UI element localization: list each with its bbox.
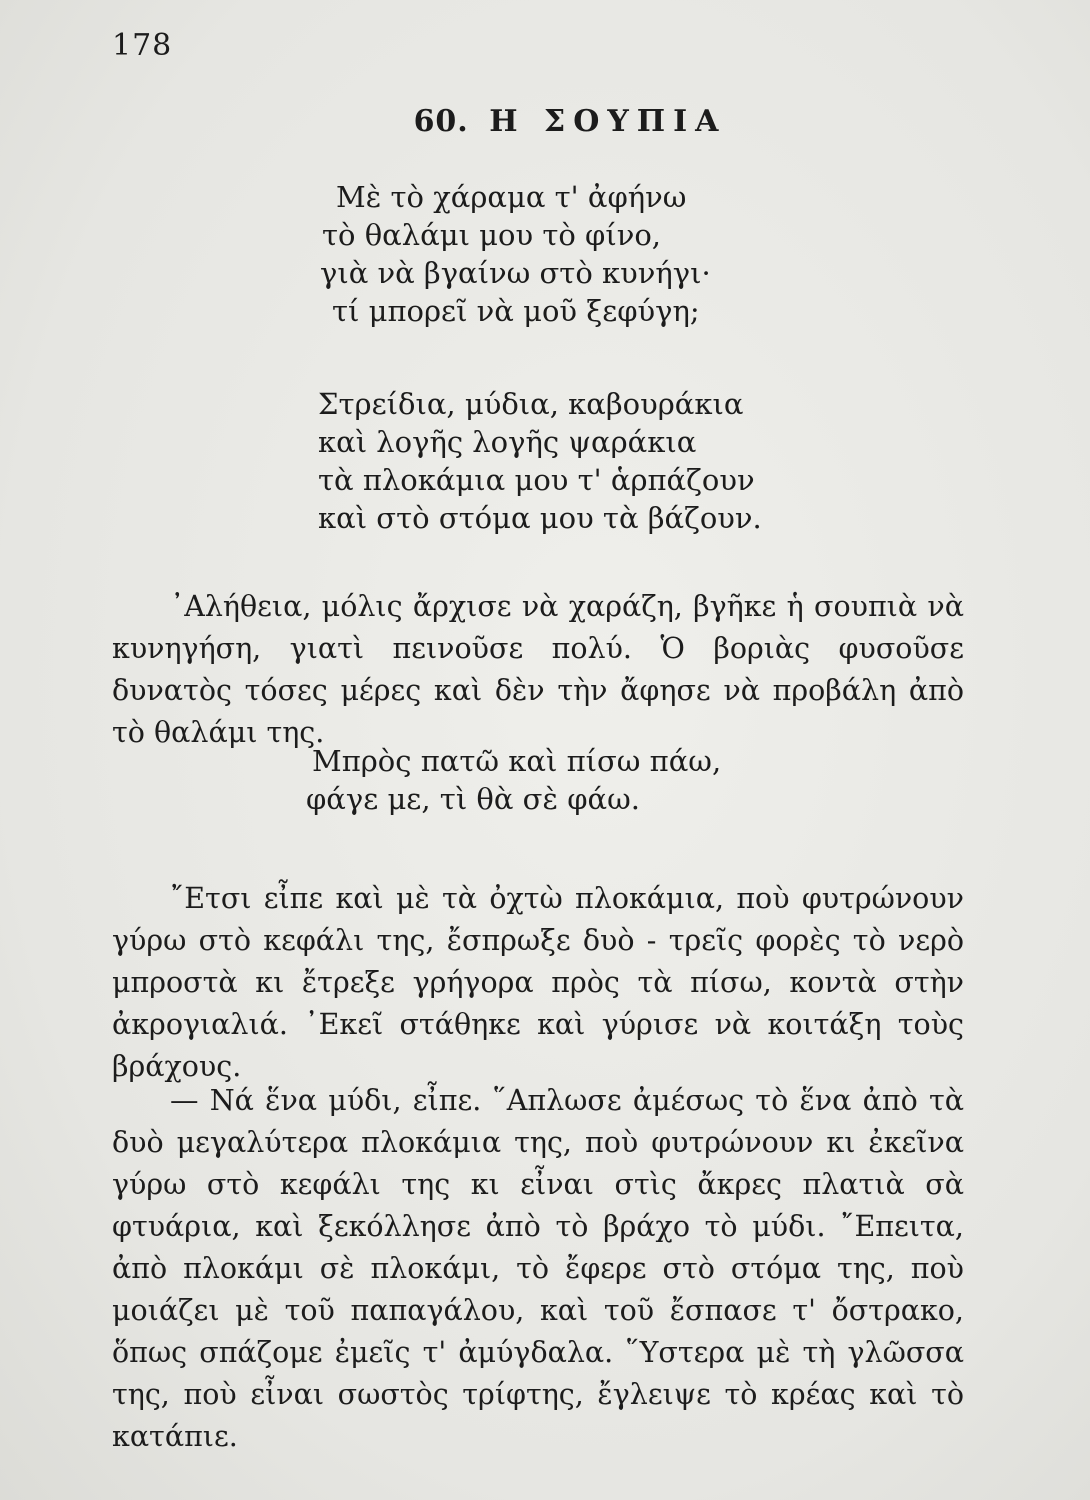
paragraph-1 xyxy=(112,586,964,754)
page-number: 178 xyxy=(112,28,173,63)
chapter-title xyxy=(0,104,1090,139)
verse-line: Στρείδια, μύδια, καβουράκια xyxy=(318,387,744,421)
verse-line: καὶ λογῆς λογῆς ψαράκια xyxy=(318,425,697,459)
verse-line: τί μπορεῖ νὰ μοῦ ξεφύγη; xyxy=(332,294,700,328)
verse-line: Μπρὸς πατῶ καὶ πίσω πάω, xyxy=(312,744,722,778)
verse-line: καὶ στὸ στόμα μου τὰ βάζουν. xyxy=(318,501,762,535)
poem-stanza-2 xyxy=(318,385,762,537)
verse-line: τὰ πλοκάμια μου τ' ἁρπάζουν xyxy=(318,463,755,497)
paragraph-text: ῎Ετσι εἶπε καὶ μὲ τὰ ὀχτὼ πλοκάμια, ποὺ φυτρώνουν γύρω στὸ κεφάλι της, ἔσπρωξε δυὸ - τρεῖς φορὲς τὸ νερὸ μπροστὰ κι ἔτρεξε γρήγορα πρὸς τὰ πίσω, κοντὰ στὴν ἀκρογιαλιά. ᾿Εκεῖ στάθηκε καὶ γύρισε νὰ κοιτάξη τοὺς βράχους. xyxy=(112,882,964,1083)
verse-line: Μὲ τὸ χάραμα τ' ἀφήνω xyxy=(336,180,687,214)
verse-line: γιὰ νὰ βγαίνω στὸ κυνήγι· xyxy=(320,256,711,290)
chapter-number: 60. xyxy=(413,104,469,139)
paragraph-text: — Νά ἕνα μύδι, εἶπε. ῞Απλωσε ἀμέσως τὸ ἕνα ἀπὸ τὰ δυὸ μεγαλύτερα πλοκάμια της, ποὺ φυτρώνουν κι ἐκεῖνα γύρω στὸ κεφάλι της κι εἶναι στὶς ἄκρες πλατιὰ σὰ φτυάρια, καὶ ξεκόλλησε ἀπὸ τὸ βράχο τὸ μύδι. ῎Επειτα, ἀπὸ πλοκάμι σὲ πλοκάμι, τὸ ἔφερε στὸ στόμα της, ποὺ μοιάζει μὲ τοῦ παπαγάλου, καὶ τοῦ ἔσπασε τ' ὄστρακο, ὅπως σπάζομε ἐμεῖς τ' ἀμύγδαλα. ῞Υστερα μὲ τὴ γλῶσσα της, ποὺ εἶναι σωστὸς τρίφτης, ἔγλειψε τὸ κρέας καὶ τὸ κατάπιε. xyxy=(112,1084,964,1453)
verse-line: τὸ θαλάμι μου τὸ φίνο, xyxy=(322,218,662,252)
paragraph-3 xyxy=(112,1080,964,1458)
chapter-name: Η ΣΟΥΠΙΑ xyxy=(489,104,727,139)
paragraph-2 xyxy=(112,878,964,1088)
paragraph-text: ᾿Αλήθεια, μόλις ἄρχισε νὰ χαράζη, βγῆκε ἡ σουπιὰ νὰ κυνηγήση, γιατὶ πεινοῦσε πολύ. Ὁ βοριὰς φυσοῦσε δυνατὸς τόσες μέρες καὶ δὲν τὴν ἄφησε νὰ προβάλη ἀπὸ τὸ θαλάμι της. xyxy=(112,590,964,749)
poem-stanza-1 xyxy=(300,178,711,330)
verse-line: φάγε με, τὶ θὰ σὲ φάω. xyxy=(306,782,640,816)
poem-stanza-3 xyxy=(306,742,722,818)
